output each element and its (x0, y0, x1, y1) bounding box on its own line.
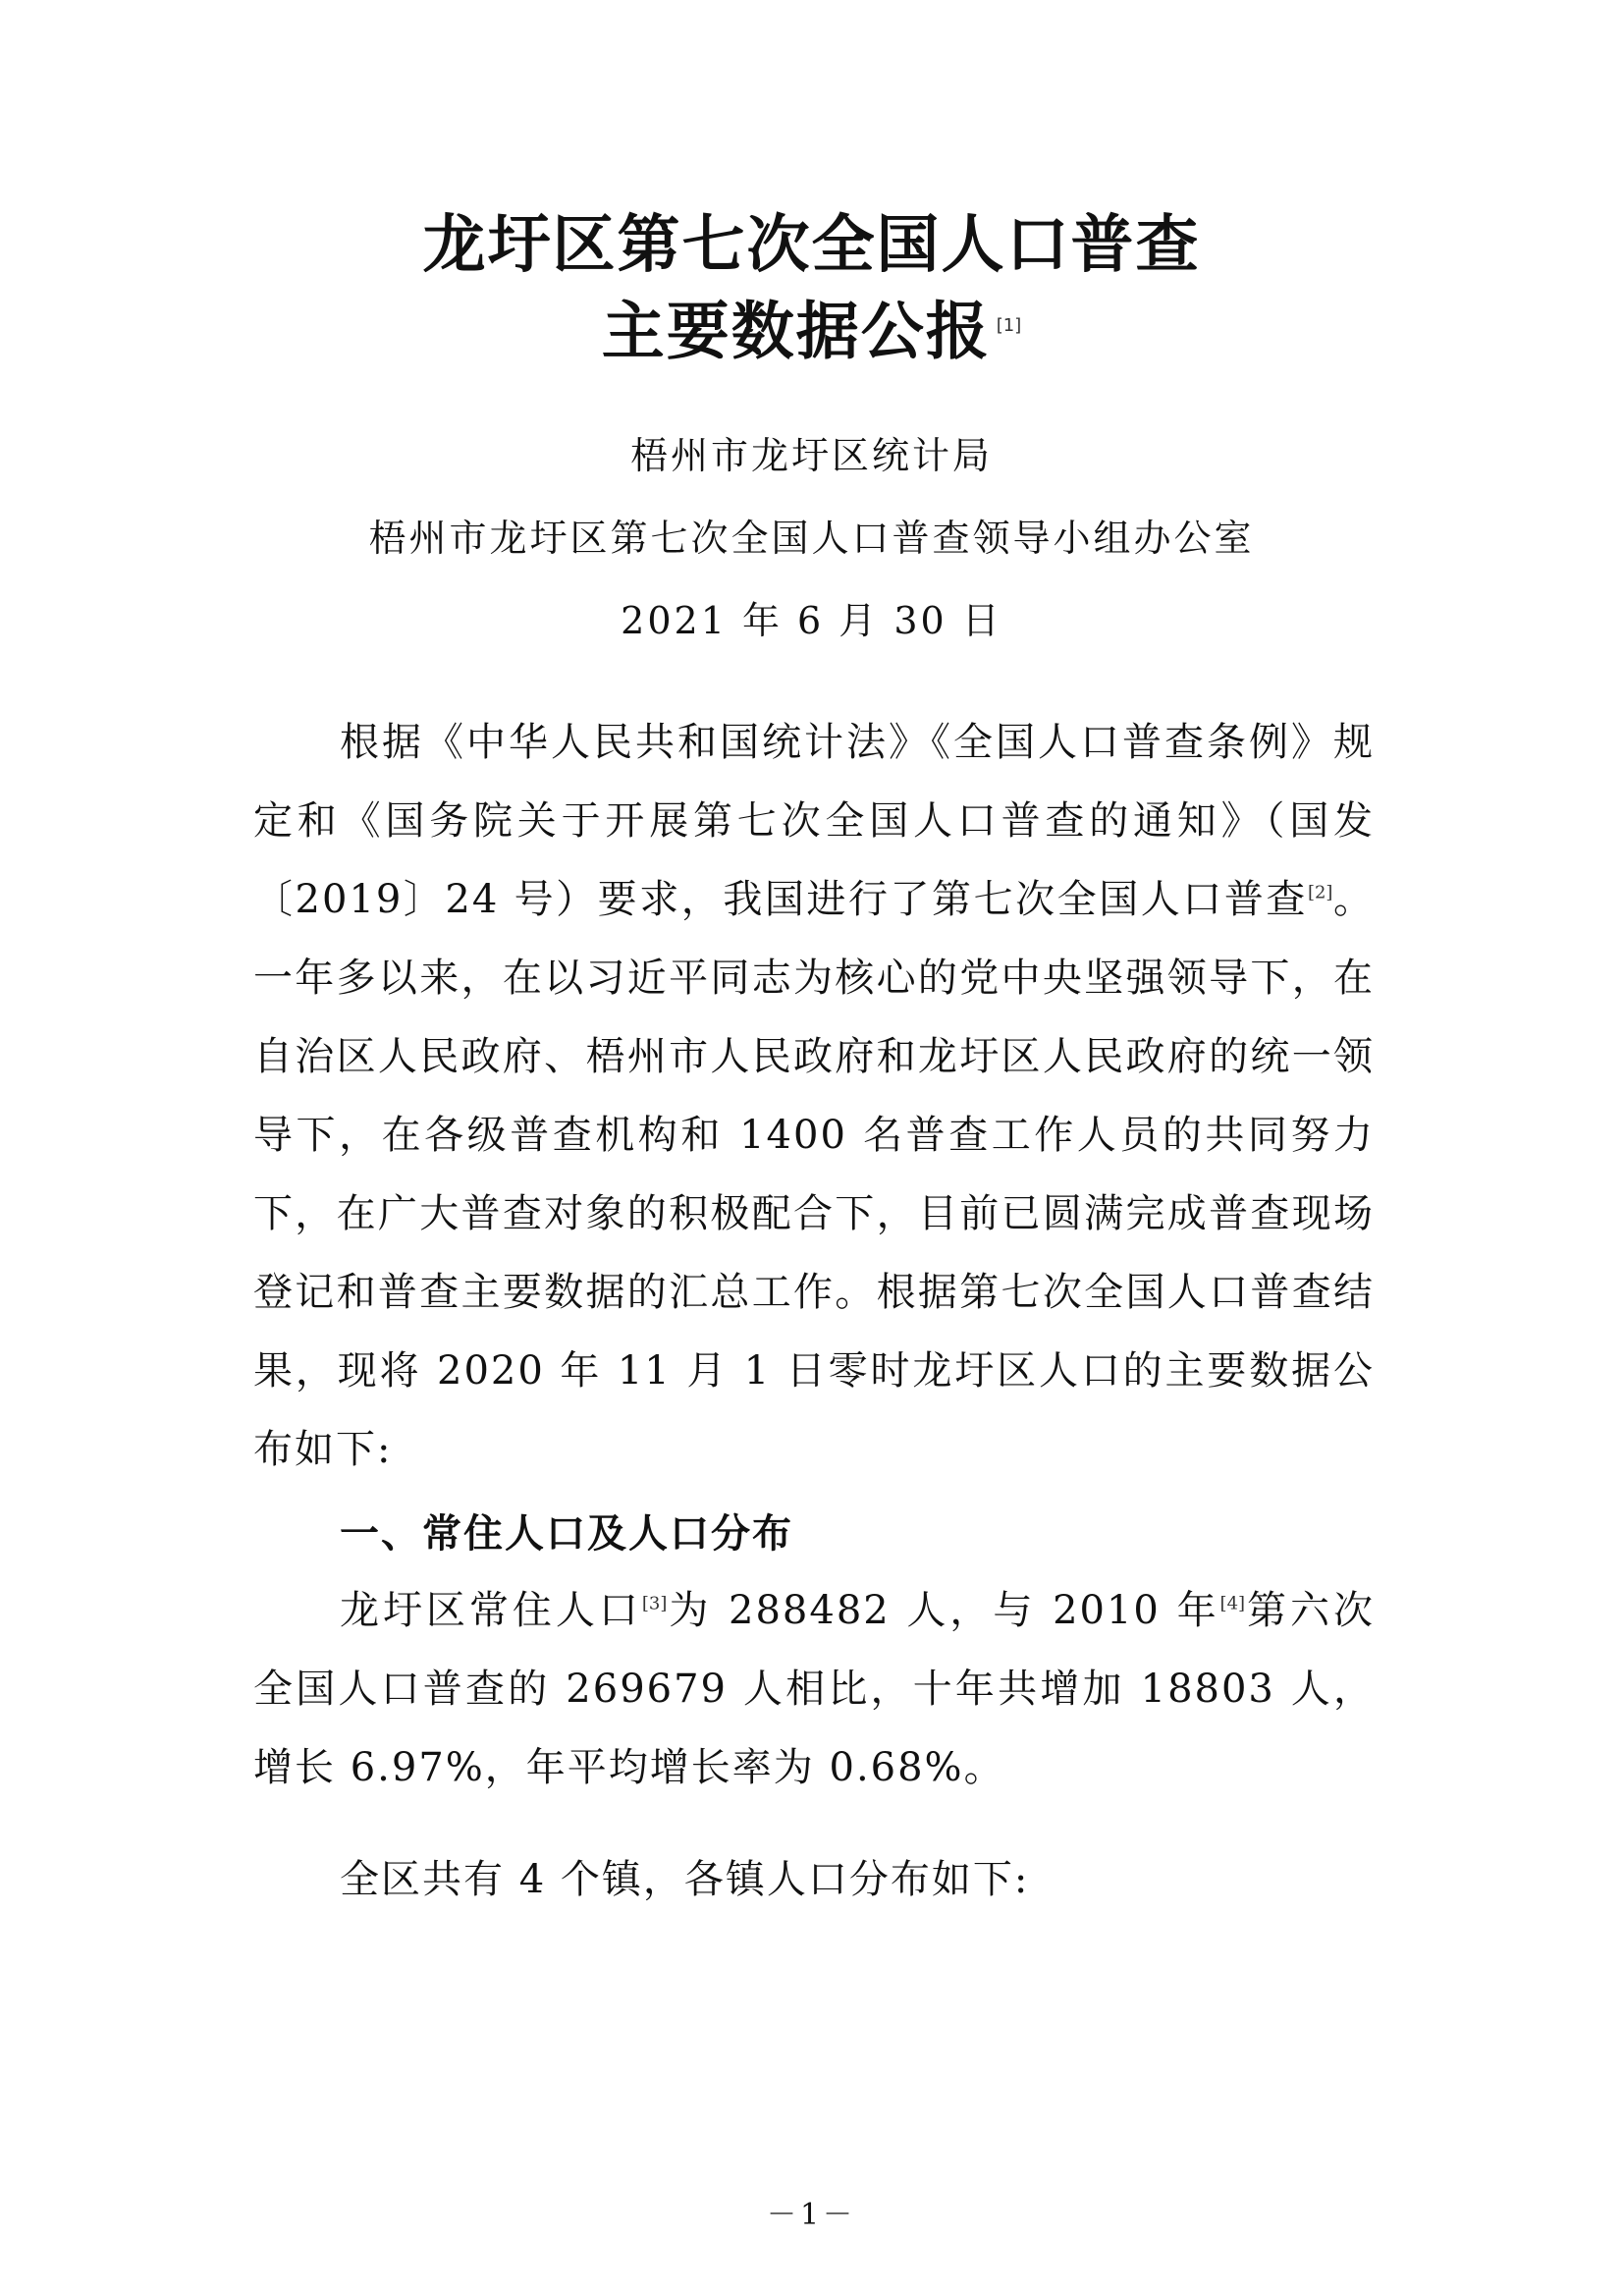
population-text-part2: 为 288482 人，与 2010 年 (667, 1588, 1220, 1633)
town-distribution-paragraph: 全区共有 4 个镇，各镇人口分布如下: (340, 1857, 1030, 1902)
issuer-statistics-bureau: 梧州市龙圩区统计局 (629, 434, 993, 477)
population-text-part3: 第六次全国人口普查的 269679 人相比，十年共增加 18803 人，增长 6.97%，年平均增长率为 0.68%。 (253, 1588, 1375, 1790)
intro-paragraph (253, 703, 1375, 1489)
population-footnote-ref-4[interactable]: [4] (1219, 1593, 1246, 1614)
population-footnote-ref-3[interactable]: [3] (641, 1593, 668, 1614)
title-footnote-ref[interactable]: [1] (996, 315, 1022, 336)
issuer-census-office: 梧州市龙圩区第七次全国人口普查领导小组办公室 (368, 517, 1255, 560)
population-paragraph (253, 1571, 1375, 1807)
document-title-line1: 龙圩区第七次全国人口普查 (422, 209, 1201, 282)
intro-text-part1: 根据《中华人民共和国统计法》《全国人口普查条例》规定和《国务院关于开展第七次全国人口普查的通知》（国发〔2019〕24 号）要求，我国进行了第七次全国人口普查 (253, 720, 1375, 922)
issue-date: 2021 年 6 月 30 日 (621, 599, 1002, 642)
page-number: －1－ (766, 2198, 857, 2232)
document-title-line2: 主要数据公报 (601, 296, 991, 369)
intro-footnote-ref[interactable]: [2] (1307, 882, 1333, 903)
document-title (0, 206, 1623, 285)
document-subtitle (0, 287, 1623, 371)
population-text-part1: 龙圩区常住人口 (340, 1588, 642, 1633)
section-heading-population: 一、常住人口及人口分布 (340, 1511, 793, 1557)
intro-text-part2: 。一年多以来，在以习近平同志为核心的党中央坚强领导下，在自治区人民政府、梧州市人民政府和龙圩区人民政府的统一领导下，在各级普查机构和 1400 名普查工作人员的共同努力下，在广大普查对象的积极配合下，目前已圆满完成普查现场登记和普查主要数据的汇总工作。根据第七次全国人口普查结果，现将 2020 年 11 月 1 日零时龙圩区人口的主要数据公布如下: (253, 877, 1375, 1472)
